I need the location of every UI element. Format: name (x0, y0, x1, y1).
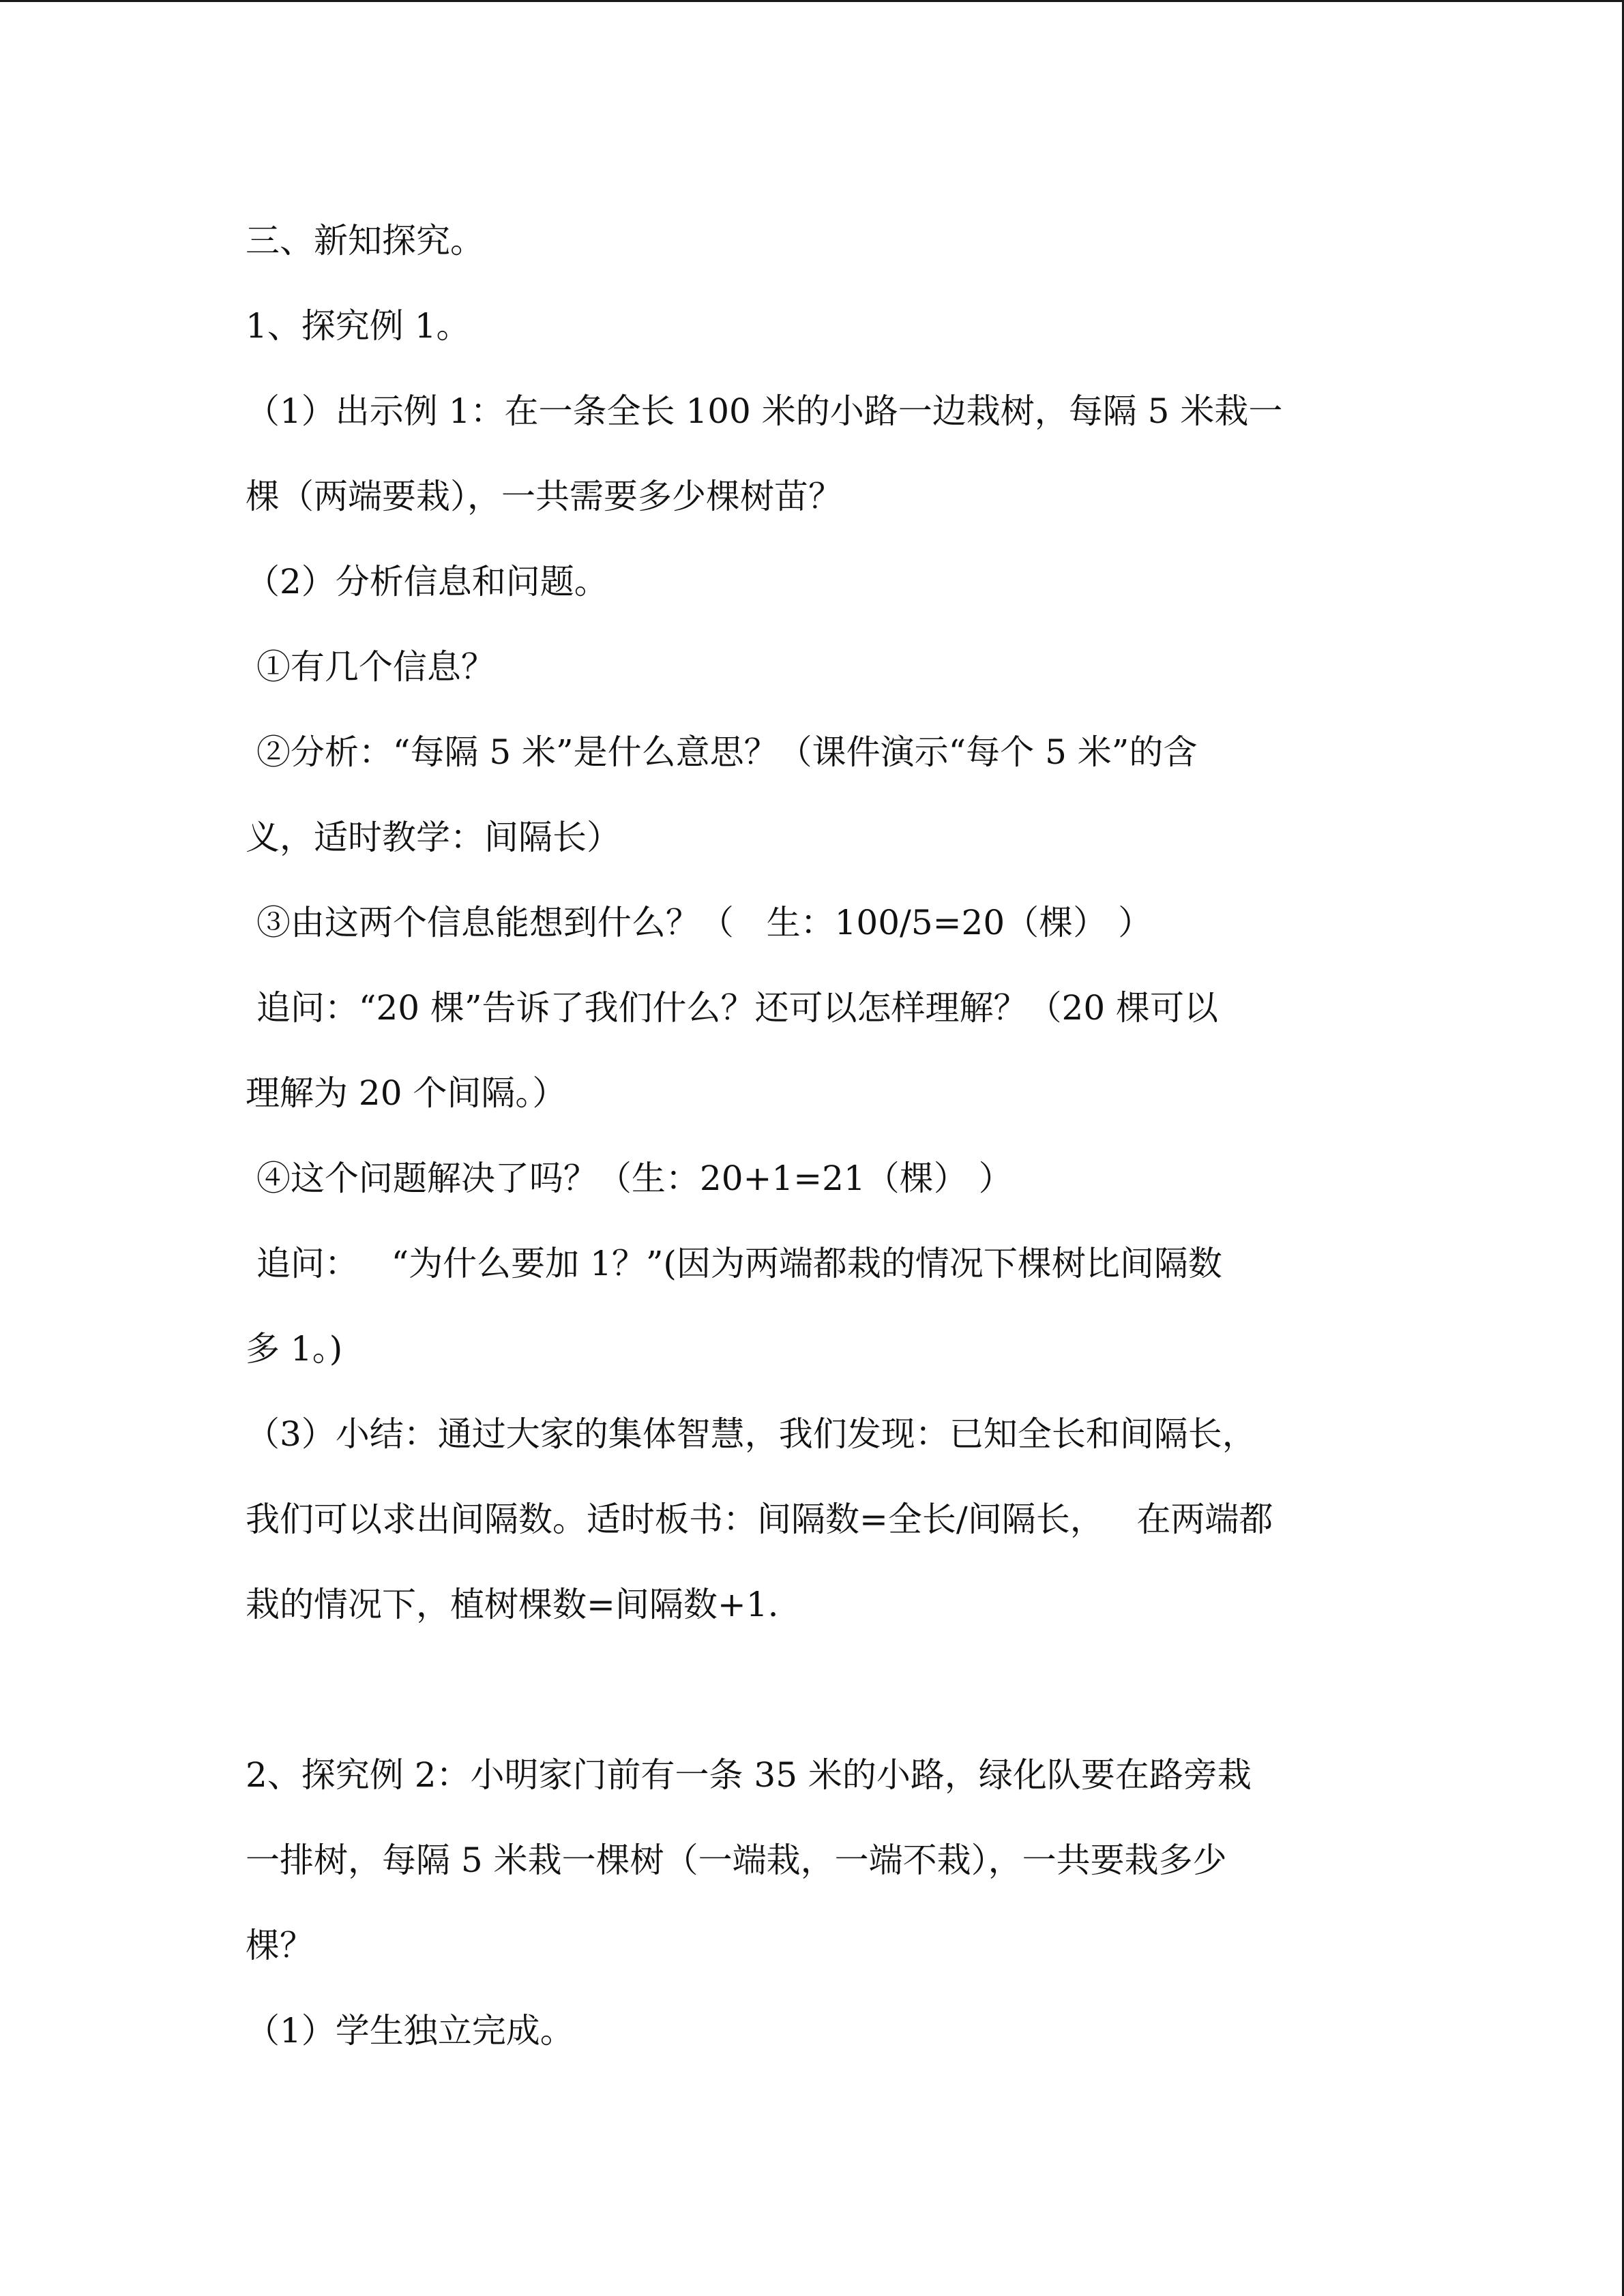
text-line: 一排树，每隔 5 米栽一棵树（一端栽，一端不栽），一共要栽多少 (246, 1840, 1227, 1880)
text-line: 棵（两端要栽），一共需要多少棵树苗？ (246, 477, 842, 516)
text-line: 追问： “为什么要加 1？”(因为两端都栽的情况下棵树比间隔数 (246, 1244, 1222, 1283)
text-line: 我们可以求出间隔数。适时板书：间隔数=全长/间隔长， 在两端都 (246, 1500, 1273, 1539)
text-line: ①有几个信息？ (246, 647, 495, 687)
section-heading: 三、新知探究。 (246, 221, 484, 260)
text-line: 义，适时教学：间隔长） (246, 818, 621, 857)
text-line: 理解为 20 个间隔。） (246, 1073, 567, 1113)
text-line: （3）小结：通过大家的集体智慧，我们发现：已知全长和间隔长， (246, 1414, 1256, 1454)
text-line: 栽的情况下，植树棵数=间隔数+1. (246, 1585, 779, 1624)
text-line: （1）学生独立完成。 (246, 2011, 574, 2051)
text-line: 多 1。) (246, 1329, 343, 1369)
text-line: ④这个问题解决了吗？（生：20+1=21（棵） ） (246, 1159, 1013, 1198)
text-line: 棵？ (246, 1926, 314, 1965)
text-line: ③由这两个信息能想到什么？（ 生：100/5=20（棵） ） (246, 903, 1153, 942)
text-line: 追问：“20 棵”告诉了我们什么？还可以怎样理解？（20 棵可以 (246, 988, 1219, 1028)
subsection-heading-example-1: 1、探究例 1。 (246, 306, 471, 346)
text-line: ②分析：“每隔 5 米”是什么意思？（课件演示“每个 5 米”的含 (246, 732, 1198, 772)
text-line: （1）出示例 1：在一条全长 100 米的小路一边栽树，每隔 5 米栽一 (246, 391, 1283, 431)
text-line: （2）分析信息和问题。 (246, 562, 608, 601)
subsection-heading-example-2: 2、探究例 2：小明家门前有一条 35 米的小路，绿化队要在路旁栽 (246, 1755, 1252, 1795)
